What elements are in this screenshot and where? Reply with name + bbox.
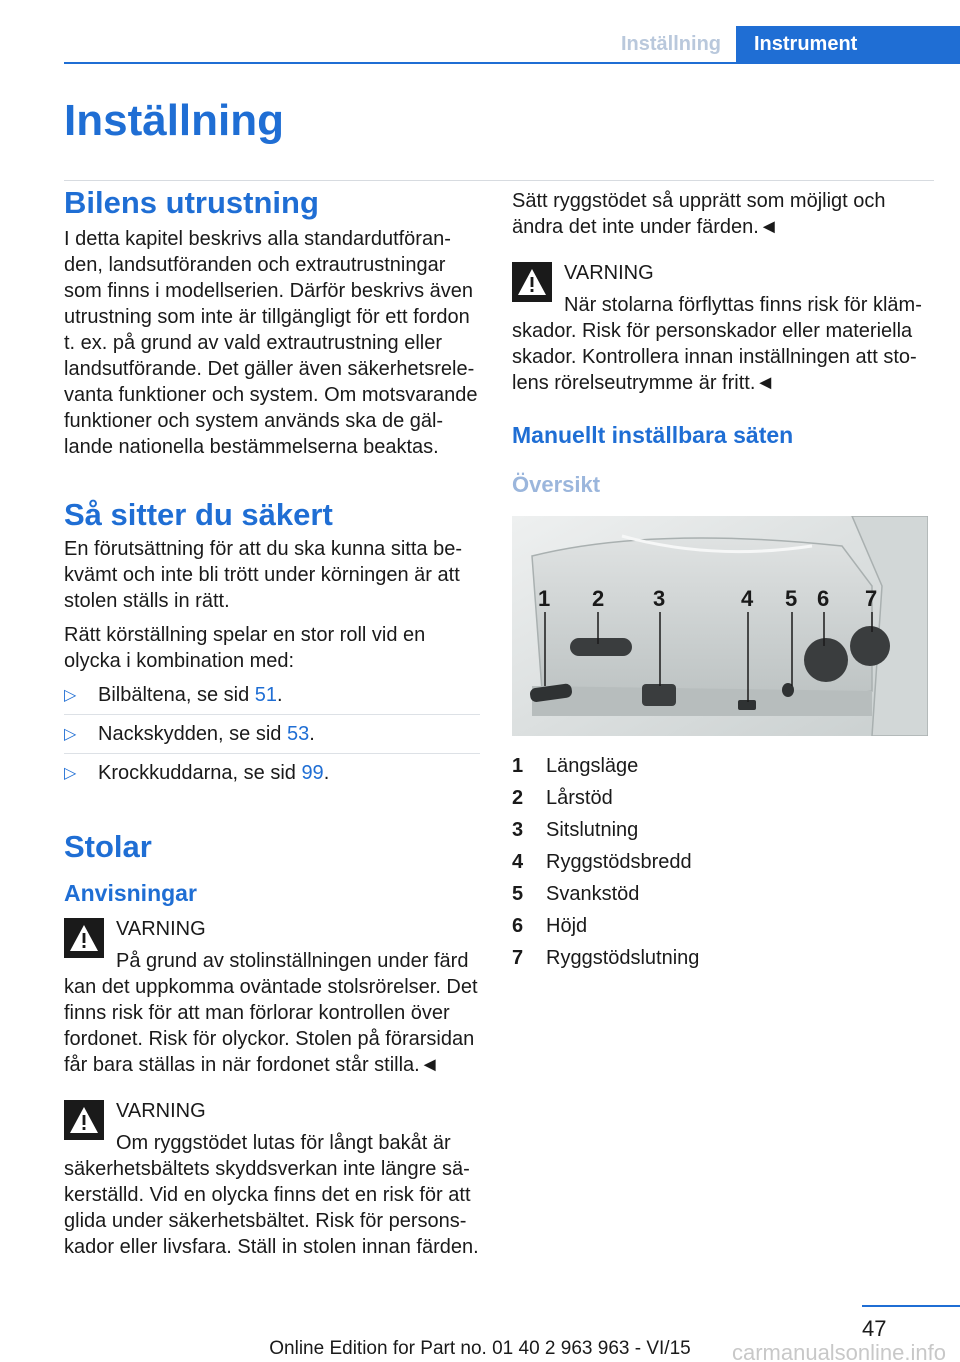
- list-item: ▷ Bilbältena, se sid 51.: [64, 682, 480, 715]
- footer-edition: Online Edition for Part no. 01 40 2 963 963 - VI/15: [269, 1338, 691, 1359]
- warning-triangle-icon: [64, 1100, 104, 1140]
- heading-oversikt: Översikt: [512, 472, 601, 497]
- triangle-bullet-icon: ▷: [64, 687, 77, 704]
- warning-block: [512, 260, 928, 396]
- heading-anvisningar: Anvisningar: [64, 880, 197, 906]
- legend-item: 1 Längsläge: [512, 755, 639, 777]
- warning-triangle-icon: [64, 918, 104, 958]
- photo-label: 6: [817, 586, 830, 611]
- warning-text: På grund av stolinställningen under färd kan det uppkomma oväntade stolsrörelser. Det finns risk för att man förlorar kontrollen över fordonet. Risk för olyckor. Stolen på förarsidan får bara ställas in när fordonet står stilla.◄: [64, 950, 478, 1076]
- paragraph-ryggstod: Sätt ryggstödet så upprätt som möjligt och ändra det inte under färden.◄: [512, 190, 886, 238]
- page-link[interactable]: 51: [254, 684, 278, 706]
- photo-label: 2: [592, 586, 605, 611]
- footer-rule: [862, 1305, 960, 1307]
- warning-title: VARNING: [564, 262, 654, 284]
- header-tab-instrument: Instrument: [736, 26, 960, 62]
- left-column: [64, 184, 480, 1260]
- seat-legend: [512, 750, 928, 974]
- warning-text: När stolarna förflyttas finns risk för kläm- skador. Risk för personskador eller materiella skador. Kontrollera innan inställningen att sto- lens rörelseutrymme är fritt.◄: [512, 294, 922, 394]
- heading-sa-sitter-du-sakert: Så sitter du säkert: [64, 497, 333, 532]
- list-item: ▷ Nackskydden, se sid 53.: [64, 721, 480, 754]
- legend-item: 2 Lårstöd: [512, 787, 613, 809]
- title-divider: [64, 180, 934, 181]
- triangle-bullet-icon: ▷: [64, 726, 77, 743]
- bullet-list: [64, 682, 480, 792]
- right-column: [512, 184, 928, 974]
- legend-item: 6 Höjd: [512, 915, 588, 937]
- warning-title: VARNING: [116, 1100, 206, 1122]
- photo-label: 4: [741, 586, 754, 611]
- photo-label: 5: [785, 586, 798, 611]
- warning-triangle-icon: [512, 262, 552, 302]
- page-number: 47: [862, 1316, 887, 1341]
- page-title: Inställning: [64, 96, 284, 145]
- paragraph-bilens-utrustning: I detta kapitel beskrivs alla standardutföran- den, landsutföranden och extrautrustningar som finns i modellserien. Därför beskrivs även utrustning som inte är tillgängligt för ett fordon t. ex. på grund av vald extrautrustning eller landsutförande. Det gäller även säkerhetsrele- vanta funktioner och system. Om motsvarande funktioner och system används ska de gäl- lande nationella bestämmelserna beaktas.: [64, 228, 478, 458]
- warning-title: VARNING: [116, 918, 206, 940]
- triangle-bullet-icon: ▷: [64, 765, 77, 782]
- legend-item: 4 Ryggstödsbredd: [512, 851, 692, 873]
- legend-item: 3 Sitslutning: [512, 819, 639, 841]
- header-tab-installning: Inställning: [621, 33, 721, 55]
- heading-manuellt-installbara-saten: Manuellt inställbara säten: [512, 422, 794, 448]
- paragraph-korstallning: Rätt körställning spelar en stor roll vid en olycka i kombination med:: [64, 624, 426, 672]
- page-link[interactable]: 53: [286, 723, 310, 745]
- list-item: ▷ Krockkuddarna, se sid 99.: [64, 760, 480, 792]
- seat-overview-image: [512, 516, 928, 736]
- header-rule: [64, 62, 960, 64]
- legend-item: 5 Svankstöd: [512, 883, 640, 905]
- photo-label: 3: [653, 586, 666, 611]
- photo-label: 1: [538, 586, 551, 611]
- warning-block: [64, 1098, 480, 1260]
- watermark: carmanualsonline.info: [731, 1340, 946, 1362]
- legend-item: 7 Ryggstödslutning: [512, 947, 700, 969]
- photo-label: 7: [865, 586, 878, 611]
- warning-block: [64, 916, 480, 1078]
- warning-text: Om ryggstödet lutas för långt bakåt är säkerhetsbältets skyddsverkan inte längre sä- kerställd. Vid en olycka finns det en risk för att glida under säkerhetsbältet. Risk för persons- kador eller livsfara. Ställ in stolen innan färden.: [64, 1132, 479, 1258]
- paragraph-forutsattning: En förutsättning för att du ska kunna sitta be- kvämt och inte bli trött under körningen är att stolen ställs in rätt.: [64, 538, 463, 612]
- page-link[interactable]: 99: [301, 762, 324, 784]
- heading-stolar: Stolar: [64, 829, 152, 864]
- heading-bilens-utrustning: Bilens utrustning: [64, 185, 319, 220]
